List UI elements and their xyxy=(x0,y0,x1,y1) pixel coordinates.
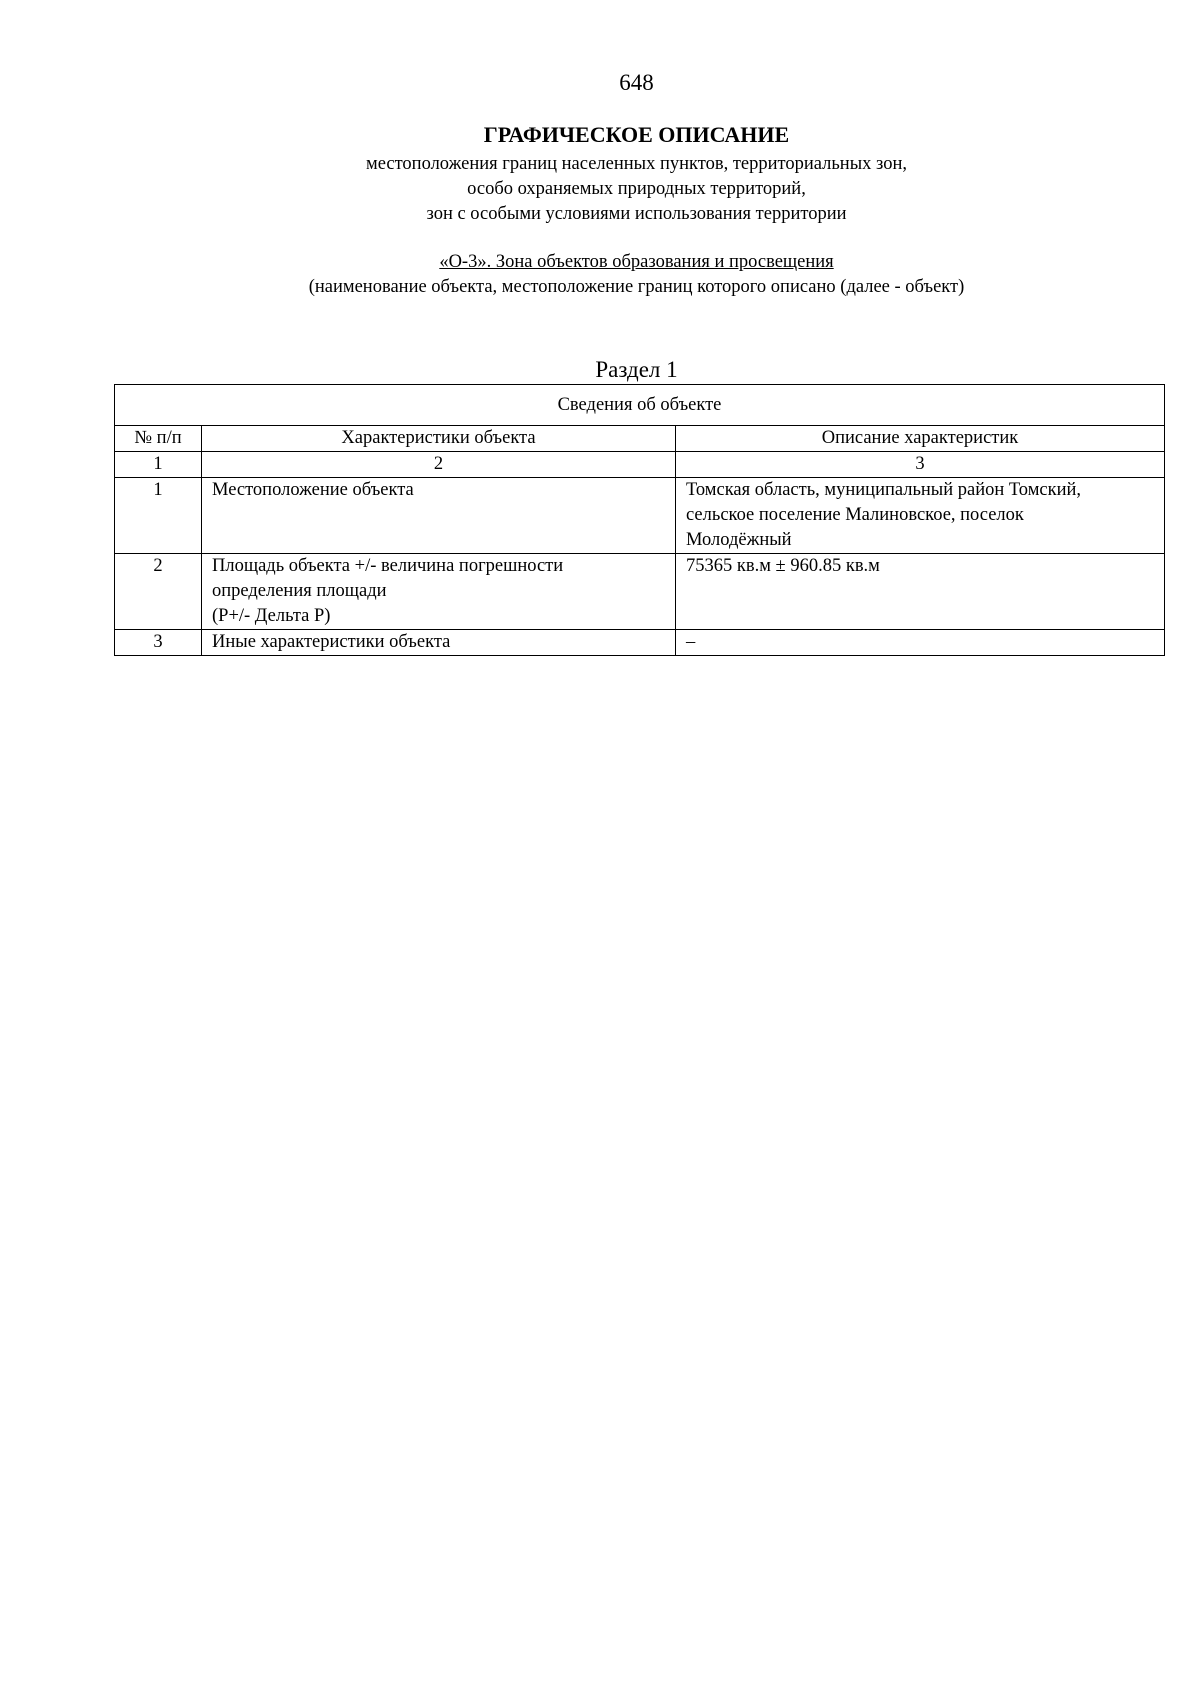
subtitle-line: особо охраняемых природных территорий, xyxy=(467,179,806,199)
document-title: ГРАФИЧЕСКОЕ ОПИСАНИЕ xyxy=(483,122,790,147)
column-number: 1 xyxy=(115,452,202,478)
row-description: – xyxy=(676,630,1165,656)
row-number: 3 xyxy=(115,630,202,656)
column-number: 3 xyxy=(676,452,1165,478)
section-title: Раздел 1 xyxy=(595,357,678,382)
table-row xyxy=(115,554,1165,630)
characteristic-line: определения площади xyxy=(212,581,387,601)
row-description: 75365 кв.м ± 960.85 кв.м xyxy=(676,554,1165,630)
table-caption: Сведения об объекте xyxy=(115,385,1165,426)
page-number: 648 xyxy=(619,70,654,95)
row-characteristic: Местоположение объекта xyxy=(202,478,676,554)
table-row xyxy=(115,630,1165,656)
description-line: Томская область, муниципальный район Томский, xyxy=(686,480,1082,500)
object-info-table xyxy=(114,384,1165,656)
row-number: 2 xyxy=(115,554,202,630)
object-name-block xyxy=(0,250,1200,300)
description-line: сельское поселение Малиновское, поселок xyxy=(686,505,1024,525)
column-header-number: № п/п xyxy=(115,426,202,452)
row-number: 1 xyxy=(115,478,202,554)
document-subtitle xyxy=(0,152,1200,227)
column-number: 2 xyxy=(202,452,676,478)
row-characteristic xyxy=(202,554,676,630)
column-header-description: Описание характеристик xyxy=(676,426,1165,452)
table-column-numbers-row xyxy=(115,452,1165,478)
subtitle-line: зон с особыми условиями использования территории xyxy=(426,204,847,224)
characteristic-line: (Р+/- Дельта Р) xyxy=(212,606,331,626)
object-name-caption: (наименование объекта, местоположение границ которого описано (далее - объект) xyxy=(308,277,965,297)
object-name: «О-3». Зона объектов образования и просвещения xyxy=(439,252,834,272)
table-caption-row xyxy=(115,385,1165,426)
row-description xyxy=(676,478,1165,554)
column-header-characteristic: Характеристики объекта xyxy=(202,426,676,452)
description-line: Молодёжный xyxy=(686,530,792,550)
row-characteristic: Иные характеристики объекта xyxy=(202,630,676,656)
characteristic-line: Площадь объекта +/- величина погрешности xyxy=(212,556,564,576)
subtitle-line: местоположения границ населенных пунктов, территориальных зон, xyxy=(365,154,907,174)
table-header-row xyxy=(115,426,1165,452)
table-row xyxy=(115,478,1165,554)
